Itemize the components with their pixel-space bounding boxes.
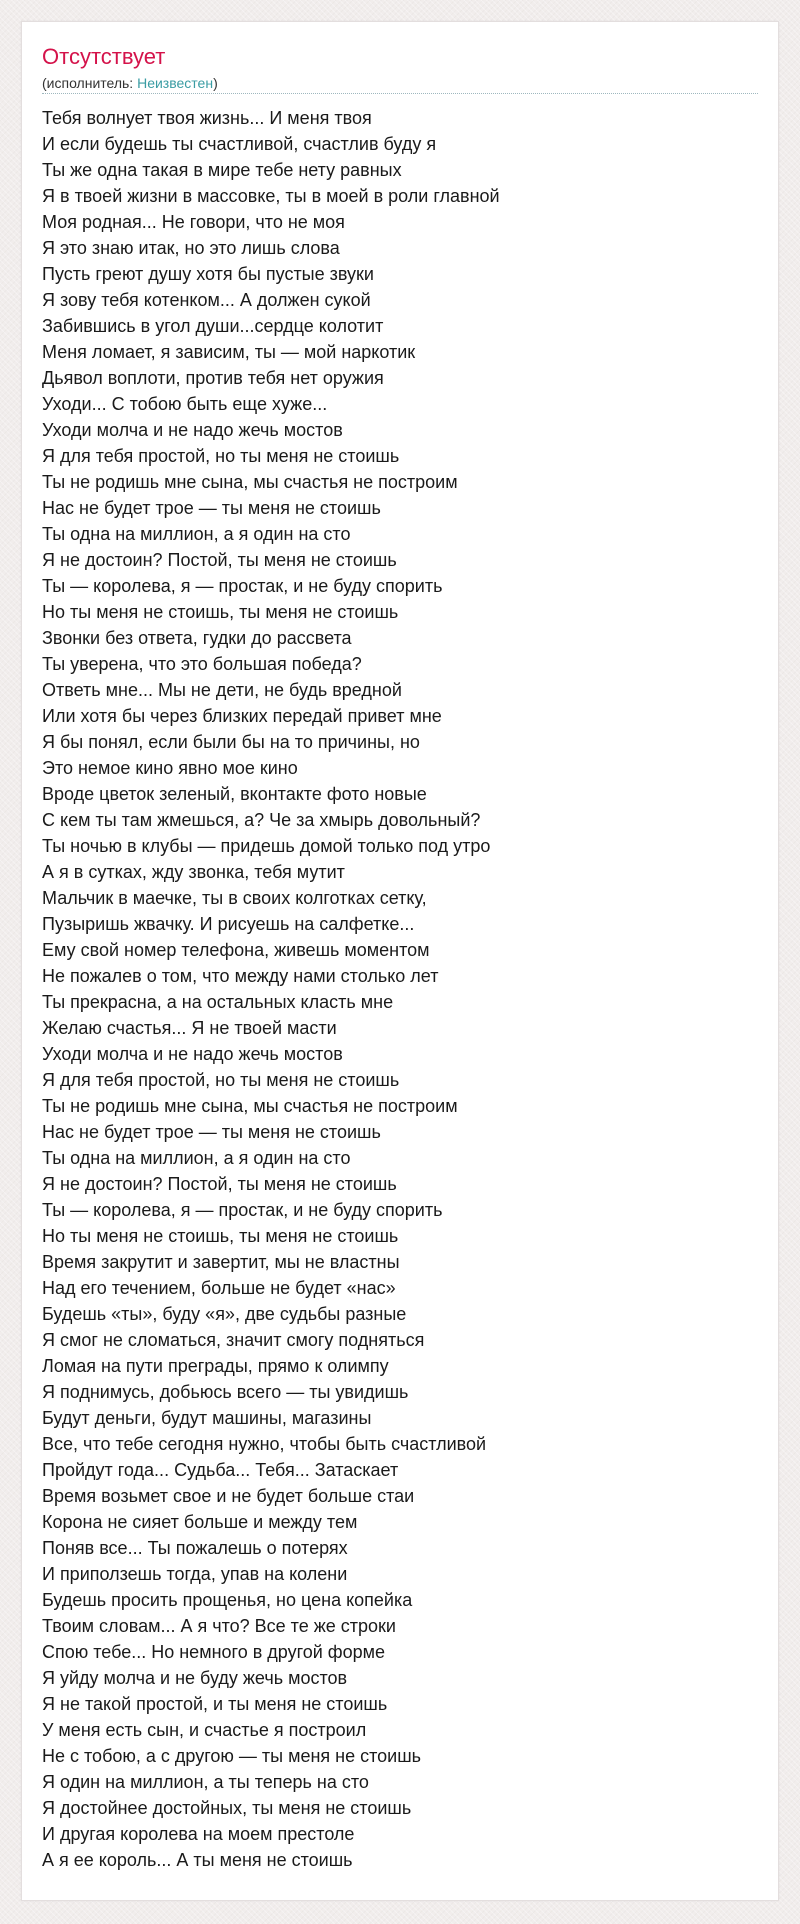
lyrics-card bbox=[21, 21, 779, 1901]
lyric-line: С кем ты там жмешься, а? Че за хмырь довольный? bbox=[42, 810, 481, 830]
song-title: Отсутствует bbox=[42, 44, 166, 69]
lyric-line: Время закрутит и завертит, мы не властны bbox=[42, 1252, 400, 1272]
lyric-line: Я зову тебя котенком... А должен сукой bbox=[42, 290, 371, 310]
lyric-line: Тебя волнует твоя жизнь... И меня твоя bbox=[42, 108, 372, 128]
lyric-line: Над его течением, больше не будет «нас» bbox=[42, 1278, 396, 1298]
lyric-line: Уходи... С тобою быть еще хуже... bbox=[42, 394, 328, 414]
lyric-line: Ответь мне... Мы не дети, не будь вредной bbox=[42, 680, 402, 700]
lyric-line: Ты одна на миллион, а я один на сто bbox=[42, 1148, 351, 1168]
artist-prefix: (исполнитель: bbox=[42, 75, 138, 91]
lyric-line: Мальчик в маечке, ты в своих колготках сетку, bbox=[42, 888, 427, 908]
lyric-line: Будешь «ты», буду «я», две судьбы разные bbox=[42, 1304, 407, 1324]
lyric-line: Твоим словам... А я что? Все те же строки bbox=[42, 1616, 396, 1636]
lyric-line: Корона не сияет больше и между тем bbox=[42, 1512, 358, 1532]
lyric-line: Меня ломает, я зависим, ты — мой наркотик bbox=[42, 342, 416, 362]
lyric-line: Забившись в угол души...сердце колотит bbox=[42, 316, 384, 336]
lyric-line: Моя родная... Не говори, что не моя bbox=[42, 212, 345, 232]
lyric-line: Но ты меня не стоишь, ты меня не стоишь bbox=[42, 602, 399, 622]
lyric-line: Будешь просить прощенья, но цена копейка bbox=[42, 1590, 413, 1610]
lyric-line: Я это знаю итак, но это лишь слова bbox=[42, 238, 340, 258]
lyric-line: И другая королева на моем престоле bbox=[42, 1824, 355, 1844]
song-header bbox=[42, 44, 758, 92]
lyric-line: Все, что тебе сегодня нужно, чтобы быть счастливой bbox=[42, 1434, 487, 1454]
lyric-line: У меня есть сын, и счастье я построил bbox=[42, 1720, 367, 1740]
lyric-line: Ты не родишь мне сына, мы счастья не построим bbox=[42, 472, 458, 492]
lyric-line: И если будешь ты счастливой, счастлив буду я bbox=[42, 134, 437, 154]
lyric-line: Я не достоин? Постой, ты меня не стоишь bbox=[42, 550, 397, 570]
lyric-line: Я бы понял, если были бы на то причины, но bbox=[42, 732, 420, 752]
artist-suffix: ) bbox=[213, 75, 218, 91]
lyric-line: Но ты меня не стоишь, ты меня не стоишь bbox=[42, 1226, 399, 1246]
lyric-line: Я уйду молча и не буду жечь мостов bbox=[42, 1668, 348, 1688]
lyric-line: Уходи молча и не надо жечь мостов bbox=[42, 420, 343, 440]
lyric-line: Я в твоей жизни в массовке, ты в моей в роли главной bbox=[42, 186, 500, 206]
lyric-line: Нас не будет трое — ты меня не стоишь bbox=[42, 498, 381, 518]
lyric-line: Ты же одна такая в мире тебе нету равных bbox=[42, 160, 402, 180]
lyric-line: Не с тобою, а с другою — ты меня не стоишь bbox=[42, 1746, 422, 1766]
artist-line bbox=[42, 74, 758, 92]
lyric-line: Пройдут года... Судьба... Тебя... Затаскает bbox=[42, 1460, 399, 1480]
lyric-line: Нас не будет трое — ты меня не стоишь bbox=[42, 1122, 381, 1142]
lyric-line: А я ее король... А ты меня не стоишь bbox=[42, 1850, 353, 1870]
lyric-line: Не пожалев о том, что между нами столько лет bbox=[42, 966, 439, 986]
lyric-line: Я не достоин? Постой, ты меня не стоишь bbox=[42, 1174, 397, 1194]
lyric-line: Ему свой номер телефона, живешь моментом bbox=[42, 940, 430, 960]
lyric-line: Или хотя бы через близких передай привет мне bbox=[42, 706, 442, 726]
lyric-line: Вроде цветок зеленый, вконтакте фото новые bbox=[42, 784, 427, 804]
lyric-line: Я смог не сломаться, значит смогу подняться bbox=[42, 1330, 425, 1350]
lyric-line: Я поднимусь, добьюсь всего — ты увидишь bbox=[42, 1382, 409, 1402]
header-divider bbox=[42, 93, 758, 94]
lyric-line: А я в сутках, жду звонка, тебя мутит bbox=[42, 862, 345, 882]
lyric-line: Ты не родишь мне сына, мы счастья не построим bbox=[42, 1096, 458, 1116]
lyric-line: Я не такой простой, и ты меня не стоишь bbox=[42, 1694, 388, 1714]
lyric-line: Уходи молча и не надо жечь мостов bbox=[42, 1044, 343, 1064]
lyric-line: Желаю счастья... Я не твоей масти bbox=[42, 1018, 337, 1038]
lyric-line: Пусть греют душу хотя бы пустые звуки bbox=[42, 264, 374, 284]
lyric-line: Будут деньги, будут машины, магазины bbox=[42, 1408, 372, 1428]
lyric-line: Пузыришь жвачку. И рисуешь на салфетке... bbox=[42, 914, 415, 934]
lyrics-text bbox=[42, 105, 758, 1873]
lyric-line: И приползешь тогда, упав на колени bbox=[42, 1564, 348, 1584]
lyric-line: Спою тебе... Но немного в другой форме bbox=[42, 1642, 386, 1662]
lyric-line: Поняв все... Ты пожалешь о потерях bbox=[42, 1538, 348, 1558]
lyric-line: Ты — королева, я — простак, и не буду спорить bbox=[42, 1200, 443, 1220]
lyric-line: Я для тебя простой, но ты меня не стоишь bbox=[42, 1070, 400, 1090]
lyric-line: Я для тебя простой, но ты меня не стоишь bbox=[42, 446, 400, 466]
lyric-line: Ты ночью в клубы — придешь домой только под утро bbox=[42, 836, 491, 856]
lyric-line: Это немое кино явно мое кино bbox=[42, 758, 298, 778]
lyric-line: Звонки без ответа, гудки до рассвета bbox=[42, 628, 352, 648]
lyric-line: Дьявол воплоти, против тебя нет оружия bbox=[42, 368, 384, 388]
lyric-line: Я достойнее достойных, ты меня не стоишь bbox=[42, 1798, 412, 1818]
lyric-line: Время возьмет свое и не будет больше стаи bbox=[42, 1486, 415, 1506]
lyric-line: Ты — королева, я — простак, и не буду спорить bbox=[42, 576, 443, 596]
lyric-line: Ломая на пути преграды, прямо к олимпу bbox=[42, 1356, 389, 1376]
artist-link[interactable]: Неизвестен bbox=[137, 75, 214, 91]
lyric-line: Ты прекрасна, а на остальных класть мне bbox=[42, 992, 394, 1012]
lyric-line: Я один на миллион, а ты теперь на сто bbox=[42, 1772, 369, 1792]
lyric-line: Ты уверена, что это большая победа? bbox=[42, 654, 362, 674]
lyric-line: Ты одна на миллион, а я один на сто bbox=[42, 524, 351, 544]
